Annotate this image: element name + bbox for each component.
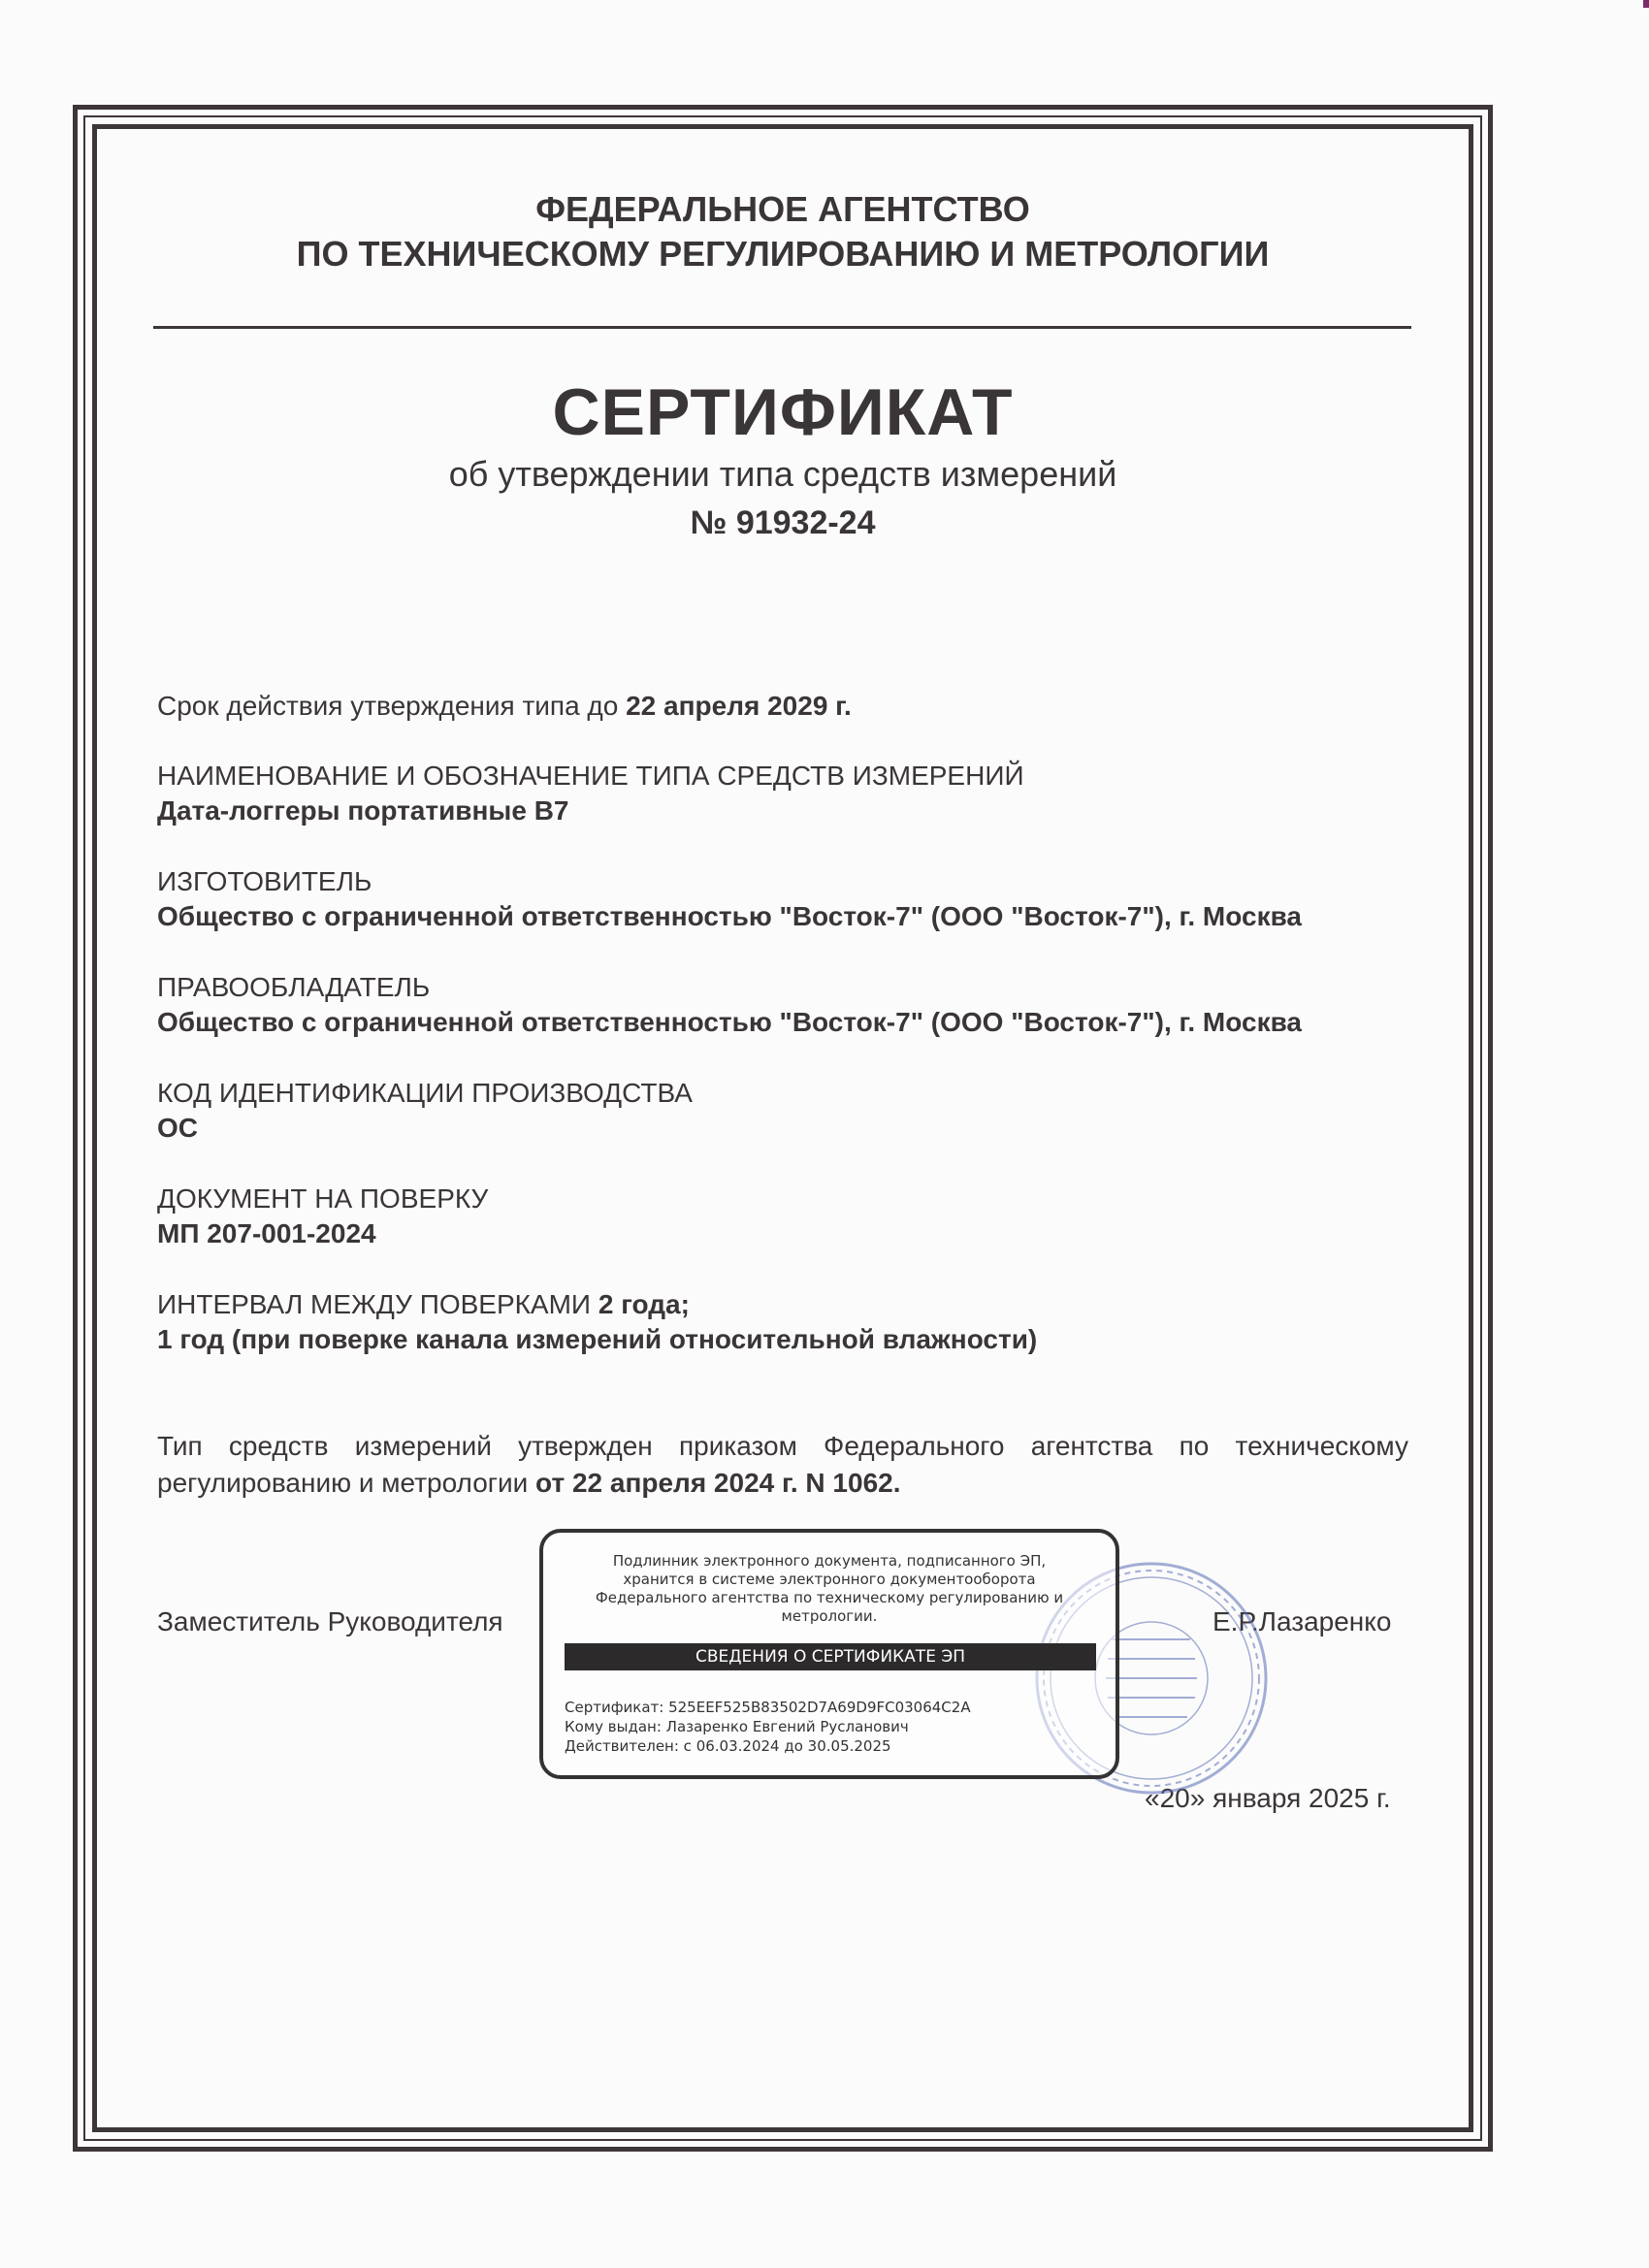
interval-value: 2 года; bbox=[598, 1289, 690, 1319]
interval-label: ИНТЕРВАЛ МЕЖДУ ПОВЕРКАМИ bbox=[157, 1289, 598, 1319]
agency-line-2: ПО ТЕХНИЧЕСКОМУ РЕГУЛИРОВАНИЮ И МЕТРОЛОГИИ bbox=[296, 234, 1270, 274]
stamp-header: СВЕДЕНИЯ О СЕРТИФИКАТЕ ЭП bbox=[565, 1643, 1096, 1670]
manufacturer-value: Общество с ограниченной ответственностью "Восток-7" (ООО "Восток-7"), г. Москва bbox=[157, 901, 1302, 931]
corner-mark bbox=[1643, 0, 1649, 8]
stamp-line-4: метрологии. bbox=[781, 1607, 878, 1625]
stamp-issued-to: Кому выдан: Лазаренко Евгений Русланович bbox=[565, 1718, 909, 1735]
validity-label: Срок действия утверждения типа до bbox=[157, 691, 627, 721]
order-text-2-bold: от 22 апреля 2024 г. N 1062. bbox=[535, 1468, 901, 1498]
verification-doc-label: ДОКУМЕНТ НА ПОВЕРКУ bbox=[157, 1183, 489, 1214]
validity-date: 22 апреля 2029 г. bbox=[626, 691, 852, 721]
order-text-line-2 bbox=[157, 1465, 901, 1502]
certificate-subtitle: об утверждении типа средств измерений bbox=[448, 454, 1117, 494]
header-divider bbox=[153, 326, 1411, 329]
holder-label: ПРАВООБЛАДАТЕЛЬ bbox=[157, 972, 431, 1002]
stamp-cert-id: Сертификат: 525EEF525B83502D7A69D9FC03064C2A bbox=[565, 1699, 971, 1716]
stamp-validity: Действителен: с 06.03.2024 до 30.05.2025 bbox=[565, 1737, 891, 1755]
code-value: ОС bbox=[157, 1113, 198, 1143]
code-label: КОД ИДЕНТИФИКАЦИИ ПРОИЗВОДСТВА bbox=[157, 1078, 693, 1108]
certificate-title: СЕРТИФИКАТ bbox=[552, 375, 1014, 449]
order-text-2: регулированию и метрологии bbox=[157, 1468, 536, 1498]
signatory-position: Заместитель Руководителя bbox=[157, 1606, 503, 1636]
signatory-name: Е.Р.Лазаренко bbox=[1212, 1606, 1392, 1636]
type-name-value: Дата-логгеры портативные B7 bbox=[157, 795, 569, 826]
manufacturer-label: ИЗГОТОВИТЕЛЬ bbox=[157, 866, 372, 896]
type-name-label: НАИМЕНОВАНИЕ И ОБОЗНАЧЕНИЕ ТИПА СРЕДСТВ ИЗМЕРЕНИЙ bbox=[157, 761, 1024, 791]
agency-line-1: ФЕДЕРАЛЬНОЕ АГЕНТСТВО bbox=[535, 189, 1030, 229]
order-text-line-1: Тип средств измерений утвержден приказом Федерального агентства по техническому bbox=[157, 1431, 1408, 1461]
signature-date: «20» января 2025 г. bbox=[1145, 1783, 1391, 1813]
stamp-line-1: Подлинник электронного документа, подписанного ЭП, bbox=[612, 1552, 1047, 1570]
validity-line bbox=[157, 689, 852, 724]
stamp-line-3: Федерального агентства по техническому регулированию и bbox=[595, 1589, 1064, 1606]
stamp-line-2: хранится в системе электронного документооборота bbox=[623, 1571, 1036, 1588]
verification-doc-value: МП 207-001-2024 bbox=[157, 1218, 376, 1248]
certificate-number: № 91932-24 bbox=[690, 504, 876, 541]
holder-value: Общество с ограниченной ответственностью "Восток-7" (ООО "Восток-7"), г. Москва bbox=[157, 1007, 1302, 1037]
interval-line bbox=[157, 1287, 690, 1322]
interval-value-2: 1 год (при поверке канала измерений относительной влажности) bbox=[157, 1324, 1038, 1354]
electronic-signature-stamp bbox=[539, 1529, 1119, 1779]
